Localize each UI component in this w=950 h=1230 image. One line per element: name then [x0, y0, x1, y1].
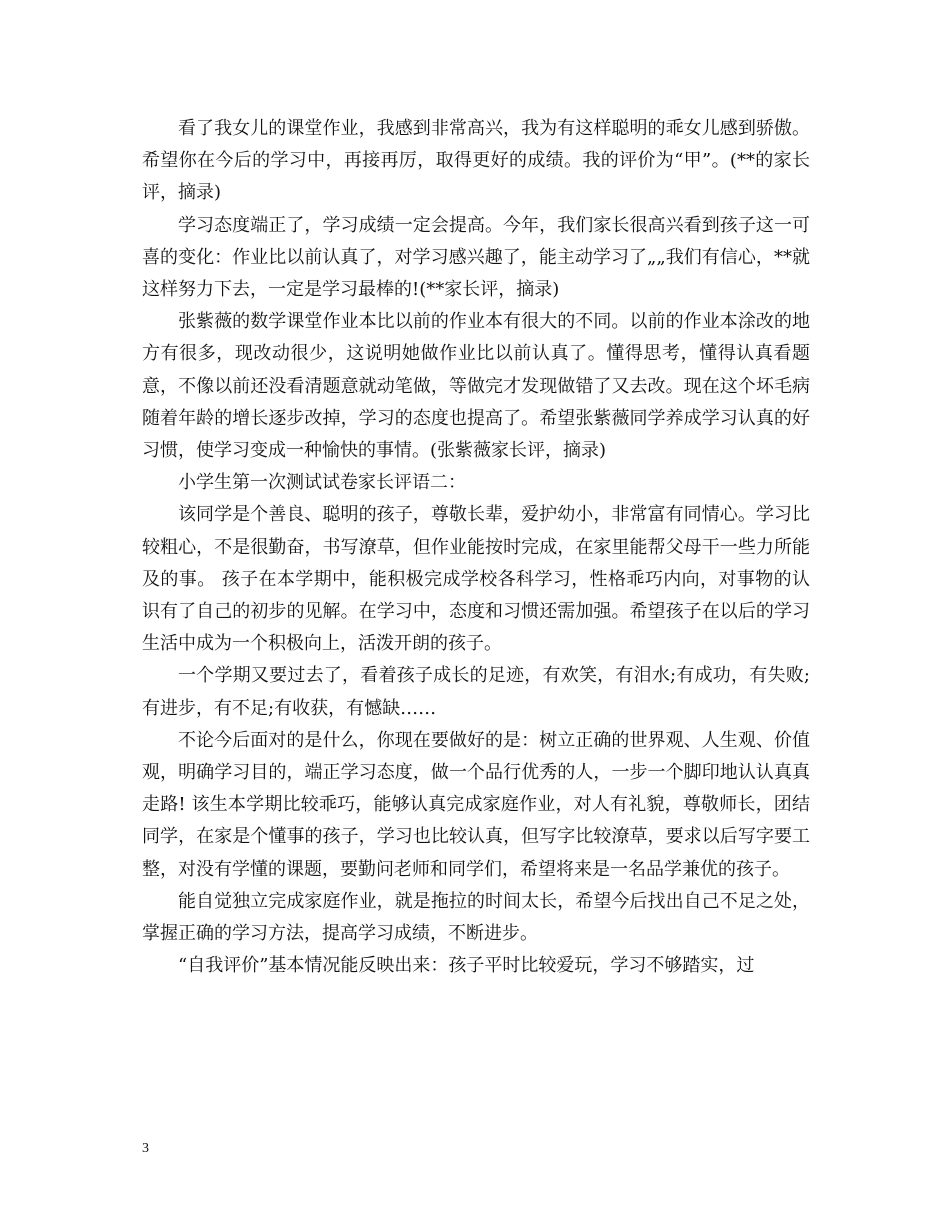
paragraph-5: 该同学是个善良、聪明的孩子，尊敬长辈，爱护幼小，非常富有同情心。学习比较粗心，不是很勤奋，书写潦草，但作业能按时完成，在家里能帮父母干一些力所能及的事。 孩子在本学期中，能积极完成学校各科学习，性格乖巧内向，对事物的认识有了自己的初步的见解。在学习中，态度和习惯还需加强。希望孩子在以后的学习生活中成为一个积极向上，活泼开朗的孩子。	[142, 504, 810, 655]
section-heading: 小学生第一次测试试卷家长评语二：	[178, 472, 466, 494]
paragraph-9: “自我评价”基本情况能反映出来：孩子平时比较爱玩，学习不够踏实，过	[178, 955, 755, 977]
paragraph-1: 看了我女儿的课堂作业，我感到非常高兴，我为有这样聪明的乖女儿感到骄傲。希望你在今后的学习中，再接再厉，取得更好的成绩。我的评价为“甲”。(**的家长评，摘录)	[142, 118, 810, 204]
paragraph-6: 一个学期又要过去了，看着孩子成长的足迹，有欢笑，有泪水;有成功，有失败;有进步，有不足;有收获，有憾缺……	[142, 665, 810, 719]
paragraph-8: 能自觉独立完成家庭作业，就是拖拉的时间太长，希望今后找出自己不足之处，掌握正确的学习方法，提高学习成绩，不断进步。	[142, 890, 810, 945]
paragraph-3: 张紫薇的数学课堂作业本比以前的作业本有很大的不同。以前的作业本涂改的地方有很多，现改动很少，这说明她做作业比以前认真了。懂得思考，懂得认真看题意，不像以前还没看清题意就动笔做，等做完才发现做错了又去改。现在这个坏毛病随着年龄的增长逐步改掉，学习的态度也提高了。希望张紫薇同学养成学习认真的好习惯，使学习变成一种愉快的事情。(张紫薇家长评，摘录)	[142, 311, 810, 462]
page-number: 3	[142, 1141, 149, 1156]
paragraph-2: 学习态度端正了，学习成绩一定会提高。今年，我们家长很高兴看到孩子这一可喜的变化：作业比以前认真了，对学习感兴趣了，能主动学习了„„我们有信心，**就这样努力下去，一定是学习最棒的!(**家长评，摘录)	[142, 214, 810, 301]
paragraph-7: 不论今后面对的是什么，你现在要做好的是：树立正确的世界观、人生观、价值观，明确学习目的，端正学习态度，做一个品行优秀的人，一步一个脚印地认认真真走路! 该生本学期比较乖巧，能够认真完成家庭作业，对人有礼貌，尊敬师长，团结同学，在家是个懂事的孩子，学习也比较认真，但写字比较潦草，要求以后写字要工整，对没有学懂的课题，要勤问老师和同学们，希望将来是一名品学兼优的孩子。	[142, 729, 810, 880]
document-body	[142, 113, 810, 982]
